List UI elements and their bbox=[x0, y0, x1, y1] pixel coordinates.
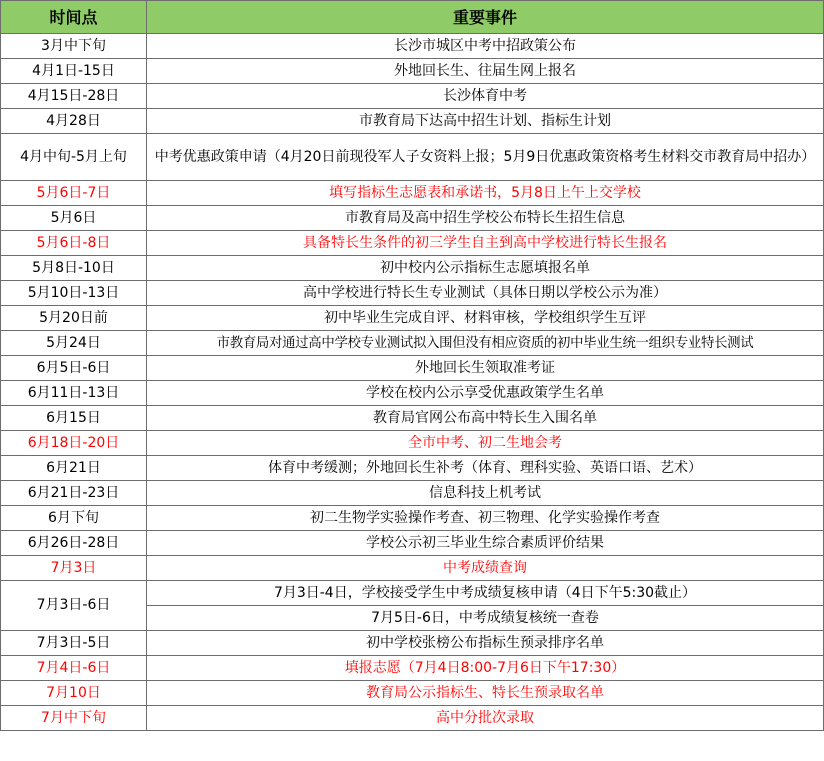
event-cell: 中考优惠政策申请（4月20日前现役军人子女资料上报；5月9日优惠政策资格考生材料交市教育局中招办） bbox=[147, 134, 824, 181]
event-cell: 体育中考缓测；外地回长生补考（体育、理科实验、英语口语、艺术） bbox=[147, 456, 824, 481]
time-cell: 5月24日 bbox=[1, 331, 147, 356]
table-row bbox=[1, 656, 824, 681]
table-row bbox=[1, 406, 824, 431]
time-cell: 5月20日前 bbox=[1, 306, 147, 331]
time-cell: 4月15日-28日 bbox=[1, 84, 147, 109]
table-row bbox=[1, 506, 824, 531]
header-time: 时间点 bbox=[1, 1, 147, 34]
event-cell: 初二生物学实验操作考查、初三物理、化学实验操作考查 bbox=[147, 506, 824, 531]
time-cell: 5月6日 bbox=[1, 206, 147, 231]
time-cell: 6月26日-28日 bbox=[1, 531, 147, 556]
event-cell: 全市中考、初二生地会考 bbox=[147, 431, 824, 456]
time-cell: 7月4日-6日 bbox=[1, 656, 147, 681]
time-cell: 5月6日-7日 bbox=[1, 181, 147, 206]
table-row bbox=[1, 531, 824, 556]
table-row bbox=[1, 481, 824, 506]
time-cell: 7月3日 bbox=[1, 556, 147, 581]
table-row bbox=[1, 306, 824, 331]
event-cell: 教育局官网公布高中特长生入围名单 bbox=[147, 406, 824, 431]
table-row bbox=[1, 59, 824, 84]
table-row bbox=[1, 134, 824, 181]
time-cell: 7月中下旬 bbox=[1, 706, 147, 731]
event-cell: 填写指标生志愿表和承诺书，5月8日上午上交学校 bbox=[147, 181, 824, 206]
time-cell: 7月3日-6日 bbox=[1, 581, 147, 631]
header-row bbox=[1, 1, 824, 34]
time-cell: 6月21日-23日 bbox=[1, 481, 147, 506]
table-row bbox=[1, 181, 824, 206]
event-cell: 中考成绩查询 bbox=[147, 556, 824, 581]
table-row bbox=[1, 331, 824, 356]
event-cell: 高中学校进行特长生专业测试（具体日期以学校公示为准） bbox=[147, 281, 824, 306]
table-row bbox=[1, 456, 824, 481]
time-cell: 4月1日-15日 bbox=[1, 59, 147, 84]
event-cell: 填报志愿（7月4日8:00-7月6日下午17:30） bbox=[147, 656, 824, 681]
table-row bbox=[1, 681, 824, 706]
time-cell: 6月5日-6日 bbox=[1, 356, 147, 381]
table-row bbox=[1, 206, 824, 231]
time-cell: 7月3日-5日 bbox=[1, 631, 147, 656]
event-cell: 市教育局及高中招生学校公布特长生招生信息 bbox=[147, 206, 824, 231]
time-cell: 7月10日 bbox=[1, 681, 147, 706]
event-cell: 长沙体育中考 bbox=[147, 84, 824, 109]
time-cell: 5月8日-10日 bbox=[1, 256, 147, 281]
table-row bbox=[1, 356, 824, 381]
event-cell: 市教育局对通过高中学校专业测试拟入围但没有相应资质的初中毕业生统一组织专业特长测试 bbox=[147, 331, 824, 356]
event-cell: 市教育局下达高中招生计划、指标生计划 bbox=[147, 109, 824, 134]
event-cell: 具备特长生条件的初三学生自主到高中学校进行特长生报名 bbox=[147, 231, 824, 256]
event-cell: 信息科技上机考试 bbox=[147, 481, 824, 506]
event-cell: 外地回长生、往届生网上报名 bbox=[147, 59, 824, 84]
time-cell: 6月21日 bbox=[1, 456, 147, 481]
event-cell: 外地回长生领取准考证 bbox=[147, 356, 824, 381]
event-cell: 长沙市城区中考中招政策公布 bbox=[147, 34, 824, 59]
table-row bbox=[1, 381, 824, 406]
event-cell: 高中分批次录取 bbox=[147, 706, 824, 731]
table-row bbox=[1, 581, 824, 606]
header-event: 重要事件 bbox=[147, 1, 824, 34]
time-cell: 4月中旬-5月上旬 bbox=[1, 134, 147, 181]
table-row bbox=[1, 631, 824, 656]
table-row bbox=[1, 556, 824, 581]
table-row bbox=[1, 84, 824, 109]
event-cell: 7月5日-6日，中考成绩复核统一查卷 bbox=[147, 606, 824, 631]
table-row bbox=[1, 109, 824, 134]
table-row bbox=[1, 431, 824, 456]
table-row bbox=[1, 281, 824, 306]
event-cell: 初中毕业生完成自评、材料审核，学校组织学生互评 bbox=[147, 306, 824, 331]
event-cell: 7月3日-4日，学校接受学生中考成绩复核申请（4日下午5:30截止） bbox=[147, 581, 824, 606]
table-row bbox=[1, 256, 824, 281]
time-cell: 6月15日 bbox=[1, 406, 147, 431]
time-cell: 6月11日-13日 bbox=[1, 381, 147, 406]
event-cell: 学校在校内公示享受优惠政策学生名单 bbox=[147, 381, 824, 406]
time-cell: 4月28日 bbox=[1, 109, 147, 134]
time-cell: 6月下旬 bbox=[1, 506, 147, 531]
event-cell: 学校公示初三毕业生综合素质评价结果 bbox=[147, 531, 824, 556]
table-row bbox=[1, 231, 824, 256]
time-cell: 6月18日-20日 bbox=[1, 431, 147, 456]
time-cell: 5月10日-13日 bbox=[1, 281, 147, 306]
table-row bbox=[1, 34, 824, 59]
time-cell: 3月中下旬 bbox=[1, 34, 147, 59]
event-cell: 教育局公示指标生、特长生预录取名单 bbox=[147, 681, 824, 706]
table-row bbox=[1, 706, 824, 731]
event-cell: 初中学校张榜公布指标生预录排序名单 bbox=[147, 631, 824, 656]
time-cell: 5月6日-8日 bbox=[1, 231, 147, 256]
event-cell: 初中校内公示指标生志愿填报名单 bbox=[147, 256, 824, 281]
